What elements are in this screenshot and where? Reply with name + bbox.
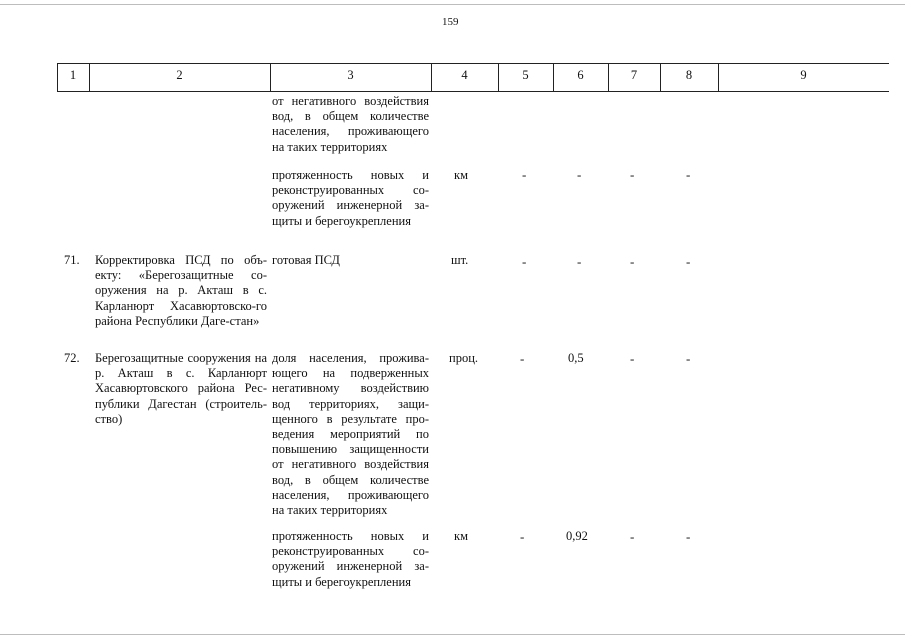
value-col6: 0,92	[566, 529, 588, 543]
column-header-6: 6	[577, 68, 584, 82]
column-header-7: 7	[630, 68, 638, 82]
unit-cell: шт.	[451, 253, 469, 267]
value-col6: -	[577, 254, 582, 269]
column-header-1: 1	[69, 68, 77, 82]
unit-cell: км	[454, 168, 468, 182]
value-col8: -	[686, 351, 691, 366]
value-col8: -	[686, 167, 691, 182]
value-col8: -	[686, 529, 691, 544]
column-header-8: 8	[685, 68, 693, 82]
value-col8: -	[686, 254, 691, 269]
indicator-text: готовая ПСД	[272, 253, 340, 267]
row-number: 72.	[64, 351, 80, 365]
measure-name: Корректировка ПСД по объ-екту: «Берегозащитные со-оружения на р. Акташ в с. Карланюрт Хасавюртовско-го района Республики Даге-стан»	[95, 253, 267, 328]
indicator-text: протяженность новых и реконструированных со-оружений инженерной за-щиты и берегоукрепления	[272, 168, 429, 228]
unit-cell: км	[454, 529, 468, 543]
value-col7: -	[630, 351, 635, 366]
value-col6: -	[577, 167, 582, 182]
unit-cell: проц.	[449, 351, 479, 365]
column-header-4: 4	[461, 68, 468, 82]
value-col6: 0,5	[568, 351, 584, 365]
value-col5: -	[520, 351, 525, 366]
value-col5: -	[522, 167, 527, 182]
value-col7: -	[630, 167, 635, 182]
indicator-text: протяженность новых и реконструированных со-оружений инженерной за-щиты и берегоукрепления	[272, 529, 429, 589]
page-number: 159	[442, 16, 459, 28]
value-col5: -	[520, 529, 525, 544]
column-header-2: 2	[176, 68, 183, 82]
row-number: 71.	[64, 253, 80, 267]
table-top-border	[57, 63, 889, 64]
scan-edge-line	[0, 634, 905, 635]
value-col5: -	[522, 254, 527, 269]
measure-name: Берегозащитные сооружения на р. Акташ в с. Карланюрт Хасавюртовского района Рес-публики Дагестан (строитель-ство)	[95, 351, 267, 426]
value-col7: -	[630, 529, 635, 544]
table-header-bottom-border	[57, 91, 889, 92]
column-header-5: 5	[522, 68, 529, 82]
column-header-3: 3	[347, 68, 354, 82]
indicator-text: от негативного воздействия вод, в общем количестве населения, проживающего на таких территориях	[272, 94, 429, 154]
value-col7: -	[630, 254, 635, 269]
column-header-9: 9	[800, 68, 807, 82]
scan-edge-line	[0, 4, 905, 5]
indicator-text: доля населения, прожива-ющего на подверженных негативному воздействию вод территориях, защи-щенного в результате про-ведения мероприятий по повышению защищенности от негативного воздействия вод, в общем количестве населения, проживающего на таких территориях	[272, 351, 429, 518]
